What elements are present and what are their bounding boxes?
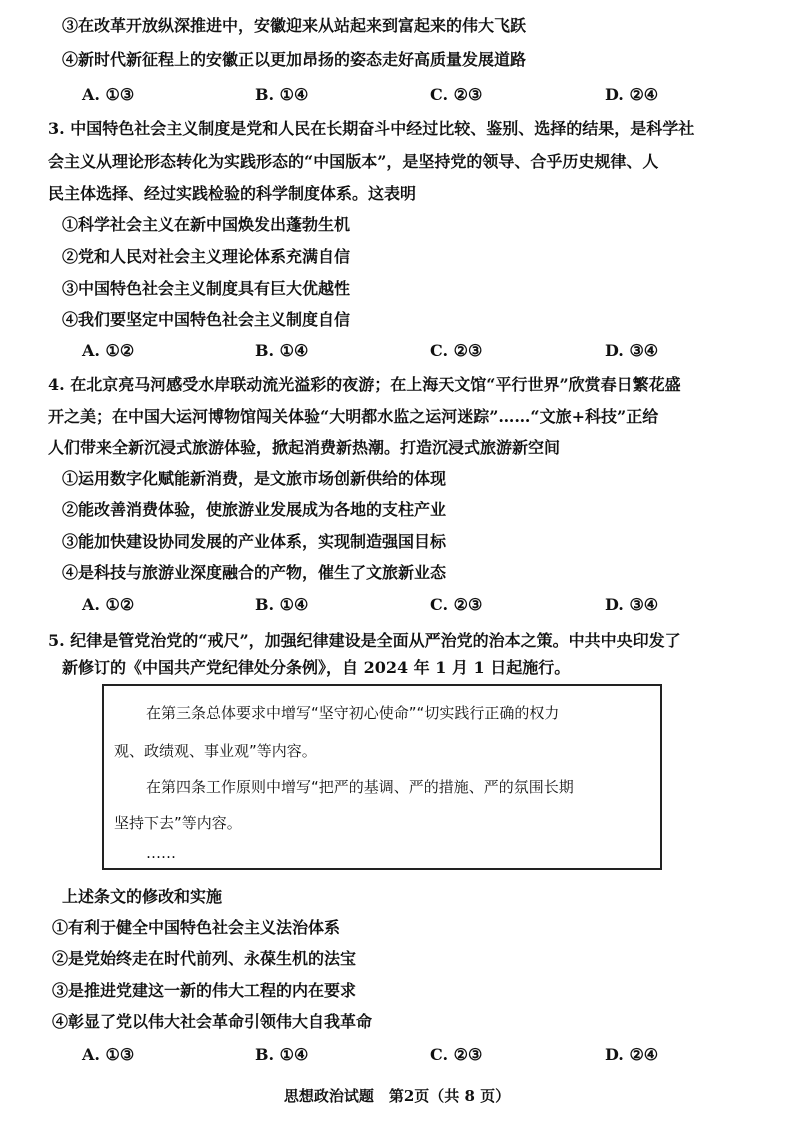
question-stem: 5. 纪律是管党治党的“戒尺”，加强纪律建设是全面从严治党的治本之策。中共中央印发了 (48, 631, 681, 650)
excerpt-ellipsis: …… (146, 844, 176, 862)
option-b[interactable]: B. ①④ (255, 595, 309, 614)
statement-4: ④我们要坚定中国特色社会主义制度自信 (62, 310, 351, 329)
statement-3: ③中国特色社会主义制度具有巨大优越性 (62, 279, 351, 298)
excerpt-line: 在第四条工作原则中增写“把严的基调、严的措施、严的氛围长期 (146, 778, 574, 796)
excerpt-line: 坚持下去”等内容。 (114, 814, 242, 832)
option-d[interactable]: D. ②④ (605, 1045, 659, 1064)
option-b[interactable]: B. ①④ (255, 341, 309, 360)
option-c[interactable]: C. ②③ (430, 341, 483, 360)
statement-4: ④新时代新征程上的安徽正以更加昂扬的姿态走好高质量发展道路 (62, 50, 527, 69)
regulation-excerpt-box (102, 684, 662, 870)
option-a[interactable]: A. ①③ (82, 1045, 135, 1064)
question-stem: 开之美；在中国大运河博物馆闯关体验“大明都水监之运河迷踪”……“文旅+科技”正给 (48, 407, 659, 426)
question-stem: 民主体选择、经过实践检验的科学制度体系。这表明 (48, 184, 417, 203)
statement-4: ④是科技与旅游业深度融合的产物，催生了文旅新业态 (62, 563, 447, 582)
option-d[interactable]: D. ②④ (605, 85, 659, 104)
statement-3: ③能加快建设协同发展的产业体系，实现制造强国目标 (62, 532, 447, 551)
option-b[interactable]: B. ①④ (255, 1045, 309, 1064)
statement-2: ②党和人民对社会主义理论体系充满自信 (62, 247, 351, 266)
statement-1: ①有利于健全中国特色社会主义法治体系 (52, 918, 341, 937)
question-stem: 3. 中国特色社会主义制度是党和人民在长期奋斗中经过比较、鉴别、选择的结果，是科学社 (48, 119, 695, 138)
statement-3: ③在改革开放纵深推进中，安徽迎来从站起来到富起来的伟大飞跃 (62, 16, 527, 35)
question-stem: 新修订的《中国共产党纪律处分条例》，自 2024 年 1 月 1 日起施行。 (62, 658, 571, 677)
statement-2: ②是党始终走在时代前列、永葆生机的法宝 (52, 949, 357, 968)
option-a[interactable]: A. ①③ (82, 85, 135, 104)
excerpt-line: 观、政绩观、事业观”等内容。 (114, 742, 317, 760)
option-c[interactable]: C. ②③ (430, 595, 483, 614)
statement-1: ①科学社会主义在新中国焕发出蓬勃生机 (62, 215, 351, 234)
statement-1: ①运用数字化赋能新消费，是文旅市场创新供给的体现 (62, 469, 447, 488)
statement-4: ④彰显了党以伟大社会革命引领伟大自我革命 (52, 1012, 373, 1031)
question-lead: 上述条文的修改和实施 (62, 887, 223, 906)
page-footer: 思想政治试题 第2页（共 8 页） (283, 1087, 511, 1105)
statement-2: ②能改善消费体验，使旅游业发展成为各地的支柱产业 (62, 500, 447, 519)
option-d[interactable]: D. ③④ (605, 341, 659, 360)
option-c[interactable]: C. ②③ (430, 85, 483, 104)
option-d[interactable]: D. ③④ (605, 595, 659, 614)
excerpt-line: 在第三条总体要求中增写“坚守初心使命”“切实践行正确的权力 (146, 704, 560, 722)
question-stem: 4. 在北京亮马河感受水岸联动流光溢彩的夜游；在上海天文馆“平行世界”欣赏春日繁花盛 (48, 375, 681, 394)
option-a[interactable]: A. ①② (82, 595, 135, 614)
question-stem: 会主义从理论形态转化为实践形态的“中国版本”，是坚持党的领导、合乎历史规律、人 (48, 152, 659, 171)
option-b[interactable]: B. ①④ (255, 85, 309, 104)
option-a[interactable]: A. ①② (82, 341, 135, 360)
question-stem: 人们带来全新沉浸式旅游体验，掀起消费新热潮。打造沉浸式旅游新空间 (48, 438, 561, 457)
statement-3: ③是推进党建这一新的伟大工程的内在要求 (52, 981, 357, 1000)
option-c[interactable]: C. ②③ (430, 1045, 483, 1064)
